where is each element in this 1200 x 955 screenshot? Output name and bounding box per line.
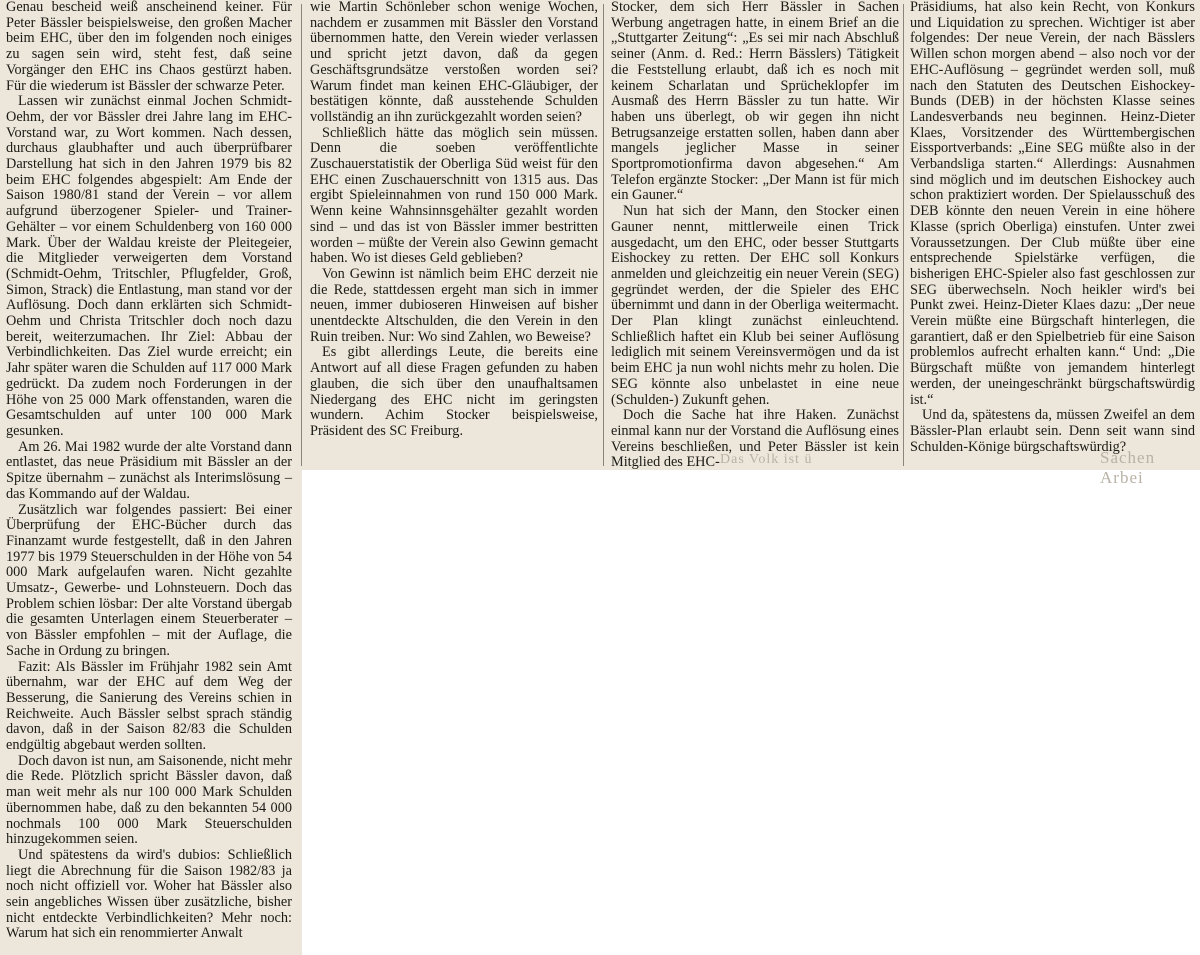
paragraph: Von Gewinn ist nämlich beim EHC derzeit nie die Rede, stattdessen ergeht man sich in immer neuen, immer dubioseren Hinweisen auf bisher unentdeckte Altschulden, die den Verein in den Ruin treiben. Nur: Wo sind Zahlen, wo Beweise?: [310, 265, 598, 345]
paragraph: Zusätzlich war folgendes passiert: Bei einer Überprüfung der EHC-Bücher durch das Finanzamt wurde festgestellt, daß in den Jahren 1977 bis 1979 Steuerschulden in der Höhe von 54 000 Mark aufgelaufen waren. Nicht gezahlte Umsatz-, Gewerbe- und Lohnsteuern. Doch das Problem schien lösbar: Der alte Vorstand übergab die gesamten Unterlagen einem Steuerberater – von Bässler empfohlen – mit der Auflage, die Sache in Ordung zu bringen.: [6, 501, 292, 659]
paragraph: Doch die Sache hat ihre Haken. Zunächst einmal kann nur der Vorstand die Auflösung eines Vereins beschließen, und Peter Bässler ist kein Mitglied des EHC-: [611, 407, 899, 471]
paragraph: Doch davon ist nun, am Saisonende, nicht mehr die Rede. Plötzlich spricht Bässler davon, daß man weit mehr als nur 100 000 Mark Schulden übernommen habe, daß zu den bekannten 54 000 nochmals 100 000 Mark Steuerschulden hinzugekommen seien.: [6, 752, 292, 848]
paragraph: wie Martin Schönleber schon wenige Wochen, nachdem er zusammen mit Bässler den Vorstand übernommen hatte, den Verein wieder verlassen und spricht jetzt davon, daß da gegen Geschäftsgrundsätze verstoßen worden sei? Warum findet man keinen EHC-Gläubiger, der bestätigen könnte, daß ausstehende Schulden vollständig an ihn zurückgezahlt worden seien?: [310, 0, 598, 125]
paragraph: Und da, spätestens da, müssen Zweifel an dem Bässler-Plan erlaubt sein. Denn seit wann sind Schulden-Könige bürgschaftswürdig?: [910, 407, 1195, 455]
paragraph: Schließlich hätte das möglich sein müssen. Denn die soeben veröffentlichte Zuschauerstatistik der Oberliga Süd weist für den EHC einen Zuschauerschnitt von 1315 aus. Das ergibt Spieleinnahmen von rund 150 000 Mark. Wenn keine Wahnsinnsgehälter gezahlt worden sind – und das ist von Bässler immer bestritten worden – müßte der Verein also Gewinn gemacht haben. Wo ist dieses Geld geblieben?: [310, 124, 598, 267]
paragraph: Es gibt allerdings Leute, die bereits eine Antwort auf all diese Fragen gefunden zu haben glauben, die sich über den unaufhaltsamen Niedergang des EHC nicht im geringsten wundern. Achim Stocker beispielsweise, Präsident des SC Freiburg.: [310, 344, 598, 439]
paragraph: Präsidiums, hat also kein Recht, von Konkurs und Liquidation zu sprechen. Wichtiger ist aber folgendes: Der neue Verein, der nach Bässlers Willen schon morgen abend – also noch vor der EHC-Auflösung – gegründet werden soll, muß nach den Statuten des Deutschen Eishockey-Bunds (DEB) in der höchsten Klasse seines Landesverbands neu beginnen. Heinz-Dieter Klaes, Vorsitzender des Württembergischen Eissportverbands: „Eine SEG müßte also in der Verbandsliga starten.“ Allerdings: Ausnahmen sind möglich und im deutschen Eishockey auch schon praktiziert worden. Der Spielausschuß des DEB könnte den neuen Verein in eine höhere Klasse (sprich Oberliga) einstufen. Unter zwei Voraussetzungen. Der Club müßte über eine entsprechende Spielstärke verfügen, die bisherigen EHC-Spieler also fast geschlossen zur SEG überwechseln. Noch heikler wird's bei Punkt zwei. Heinz-Dieter Klaes dazu: „Der neue Verein müßte eine Bürgschaft hinterlegen, die garantiert, daß er den Spielbetrieb für eine Saison problemlos aufrecht erhalten kann.“ Und: „Die Bürgschaft müßte von jemandem hinterlegt werden, der uneingeschränkt bürgschaftswürdig ist.“: [910, 0, 1195, 408]
paragraph: Genau bescheid weiß anscheinend keiner. Für Peter Bässler beispielsweise, den großen Macher beim EHC, über den im folgenden noch einiges zu sagen sein wird, steht fest, daß seine Vorgänger den EHC ins Chaos gestürzt haben. Für die wiederum ist Bässler der schwarze Peter.: [6, 0, 292, 94]
column-rule: [603, 4, 604, 466]
paragraph: Am 26. Mai 1982 wurde der alte Vorstand dann entlastet, das neue Präsidium mit Bässler an der Spitze übernahm – zunächst als Interimslösung – das Kommando auf der Waldau.: [6, 438, 292, 502]
article-column-1: [6, 0, 292, 942]
bleed-through-text: Sachen Arbei: [1100, 448, 1156, 487]
article-column-4: [910, 0, 1195, 455]
bleed-through-text: Das Volk ist ü: [720, 452, 813, 467]
article-column-2: [310, 0, 598, 440]
paragraph: Und spätestens da wird's dubios: Schließlich liegt die Abrechnung für die Saison 1982/83 ja noch nicht offiziell vor. Woher hat Bässler also sein angebliches Wissen über zusätzliche, bisher nicht entdeckte Verbindlichkeiten? Mehr noch: Warum hat sich ein renommierter Anwalt: [6, 846, 292, 942]
column-rule: [903, 4, 904, 466]
column-rule: [301, 4, 302, 466]
paragraph: Stocker, dem sich Herr Bässler in Sachen Werbung angetragen hatte, in einem Brief an die „Stuttgarter Zeitung“: „Es sei mir nach Abschluß seiner (Anm. d. Red.: Herrn Bässlers) Tätigkeit die Feststellung erlaubt, daß ich es noch mit keinem Scharlatan und Sprücheklopfer im Ausmaß des Herrn Bässler zu tun hatte. Wir haben uns überlegt, ob wir gegen ihn nicht Betrugsanzeige erstatten sollen, haben dann aber mangels jeglicher Masse in seiner Sportpromotionfirma davon abgesehen.“ Am Telefon ergänzte Stocker: „Der Mann ist für mich ein Gauner.“: [611, 0, 899, 204]
paragraph: Fazit: Als Bässler im Frühjahr 1982 sein Amt übernahm, war der EHC auf dem Weg der Besserung, die Sanierung des Vereins schien in Reichweite. Auch Bässler selbst sprach ständig davon, daß in der Saison 82/83 die Schulden endgültig abgebaut werden sollten.: [6, 658, 292, 754]
article-column-3: [611, 0, 899, 471]
paragraph: Lassen wir zunächst einmal Jochen Schmidt-Oehm, der vor Bässler drei Jahre lang im EHC-Vorstand war, zu Wort kommen. Nach dessen, durchaus glaubhafter und auch überprüfbarer Darstellung hat sich in den Jahren 1979 bis 82 beim EHC folgendes abgespielt: Am Ende der Saison 1980/81 stand der Verein – vor allem aufgrund überzogener Spieler- und Trainer-Gehälter – vor einem Schuldenberg von 160 000 Mark. Über der Waldau kreiste der Pleitegeier, die Mitglieder verweigerten dem Vorstand (Schmidt-Oehm, Tritschler, Pflugfelder, Groß, Simon, Strack) die Entlastung, man stand vor der Auflösung. Doch dann erklärten sich Schmidt-Oehm und Christa Tritschler doch noch dazu bereit, weiterzumachen. Ihr Ziel: Abbau der Verbindlichkeiten. Das Ziel wurde erreicht; ein Jahr später waren die Schulden auf 117 000 Mark gedrückt. Da zudem noch Forderungen in der Höhe von 25 000 Mark offenstanden, waren die Gesamtschulden auf unter 100 000 Mark gesunken.: [6, 93, 292, 439]
paragraph: Nun hat sich der Mann, den Stocker einen Gauner nennt, mittlerweile einen Trick ausgedacht, um den EHC, oder besser Stuttgarts Eishockey zu retten. Der EHC soll Konkurs anmelden und gleichzeitig ein neuer Verein (SEG) gegründet werden, der die Spieler des EHC übernimmt und dann in der Oberliga weitermacht. Der Plan klingt zunächst einleuchtend. Schließlich haftet ein Klub bei seiner Auflösung lediglich mit seinem Vereinsvermögen und da ist beim EHC ja nun wohl nichts mehr zu holen. Die SEG könnte also unbelastet in eine neue (Schulden-) Zukunft gehen.: [611, 203, 899, 408]
